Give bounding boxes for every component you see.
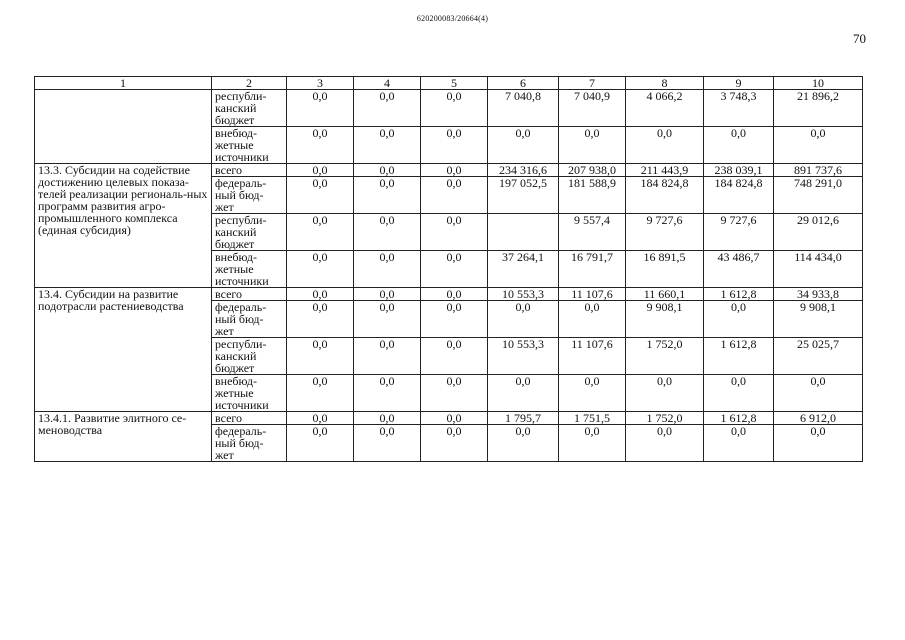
value-cell: 9 908,1 <box>774 301 863 338</box>
funding-source: всего <box>212 288 287 301</box>
value-cell: 0,0 <box>421 288 488 301</box>
value-cell: 16 891,5 <box>626 251 704 288</box>
column-header-6: 6 <box>488 77 559 90</box>
value-cell: 0,0 <box>354 164 421 177</box>
value-cell: 3 748,3 <box>704 90 774 127</box>
value-cell: 0,0 <box>626 425 704 462</box>
value-cell: 11 107,6 <box>559 338 626 375</box>
funding-source: всего <box>212 164 287 177</box>
value-cell: 0,0 <box>421 177 488 214</box>
column-header-4: 4 <box>354 77 421 90</box>
section-title: 13.4.1. Развитие элитного се-меноводства <box>35 412 212 462</box>
value-cell: 0,0 <box>287 412 354 425</box>
value-cell: 0,0 <box>559 127 626 164</box>
value-cell: 238 039,1 <box>704 164 774 177</box>
value-cell: 0,0 <box>287 90 354 127</box>
value-cell: 0,0 <box>421 375 488 412</box>
value-cell: 9 727,6 <box>626 214 704 251</box>
value-cell: 0,0 <box>354 288 421 301</box>
budget-table <box>34 76 863 462</box>
value-cell: 0,0 <box>287 164 354 177</box>
column-header-1: 1 <box>35 77 212 90</box>
value-cell: 0,0 <box>488 127 559 164</box>
funding-source: внебюд- жетные источники <box>212 375 287 412</box>
value-cell <box>488 214 559 251</box>
funding-source: внебюд- жетные источники <box>212 127 287 164</box>
funding-source: федераль- ный бюд- жет <box>212 177 287 214</box>
value-cell: 0,0 <box>559 425 626 462</box>
value-cell: 0,0 <box>774 425 863 462</box>
value-cell: 9 908,1 <box>626 301 704 338</box>
section-title: 13.4. Субсидии на развитие подотрасли растениеводства <box>35 288 212 412</box>
value-cell: 0,0 <box>354 177 421 214</box>
value-cell: 184 824,8 <box>626 177 704 214</box>
value-cell: 0,0 <box>774 375 863 412</box>
value-cell: 0,0 <box>354 375 421 412</box>
value-cell: 114 434,0 <box>774 251 863 288</box>
section-title: 13.3. Субсидии на содействие достижению целевых показа-телей реализации региональ-ных программ развития агро-промышленного комплекса (единая субсидия) <box>35 164 212 288</box>
value-cell: 0,0 <box>354 425 421 462</box>
table-body <box>35 77 863 462</box>
value-cell: 7 040,8 <box>488 90 559 127</box>
value-cell: 184 824,8 <box>704 177 774 214</box>
value-cell: 6 912,0 <box>774 412 863 425</box>
value-cell: 0,0 <box>354 338 421 375</box>
column-header-5: 5 <box>421 77 488 90</box>
value-cell: 0,0 <box>354 90 421 127</box>
value-cell: 0,0 <box>421 338 488 375</box>
value-cell: 0,0 <box>559 301 626 338</box>
value-cell: 0,0 <box>287 425 354 462</box>
value-cell: 1 612,8 <box>704 288 774 301</box>
value-cell: 0,0 <box>704 127 774 164</box>
column-header-3: 3 <box>287 77 354 90</box>
funding-source: всего <box>212 412 287 425</box>
value-cell: 0,0 <box>287 177 354 214</box>
value-cell: 0,0 <box>626 127 704 164</box>
value-cell: 0,0 <box>354 251 421 288</box>
value-cell: 181 588,9 <box>559 177 626 214</box>
value-cell: 0,0 <box>704 375 774 412</box>
value-cell: 0,0 <box>421 127 488 164</box>
value-cell: 748 291,0 <box>774 177 863 214</box>
value-cell: 0,0 <box>626 375 704 412</box>
value-cell: 0,0 <box>287 127 354 164</box>
value-cell: 1 612,8 <box>704 412 774 425</box>
value-cell: 0,0 <box>354 127 421 164</box>
table-row <box>35 412 863 425</box>
column-header-8: 8 <box>626 77 704 90</box>
column-header-10: 10 <box>774 77 863 90</box>
value-cell: 0,0 <box>354 301 421 338</box>
value-cell: 9 557,4 <box>559 214 626 251</box>
value-cell: 0,0 <box>287 288 354 301</box>
value-cell: 0,0 <box>421 90 488 127</box>
value-cell: 0,0 <box>354 412 421 425</box>
value-cell: 4 066,2 <box>626 90 704 127</box>
column-header-7: 7 <box>559 77 626 90</box>
value-cell: 21 896,2 <box>774 90 863 127</box>
value-cell: 0,0 <box>287 301 354 338</box>
value-cell: 0,0 <box>774 127 863 164</box>
table-row <box>35 90 863 127</box>
value-cell: 0,0 <box>559 375 626 412</box>
value-cell: 25 025,7 <box>774 338 863 375</box>
value-cell: 0,0 <box>488 375 559 412</box>
document-id: 620200083/20664(4) <box>416 14 489 23</box>
value-cell: 211 443,9 <box>626 164 704 177</box>
value-cell: 1 751,5 <box>559 412 626 425</box>
column-header-9: 9 <box>704 77 774 90</box>
value-cell: 29 012,6 <box>774 214 863 251</box>
value-cell: 10 553,3 <box>488 288 559 301</box>
value-cell: 0,0 <box>421 251 488 288</box>
table-row <box>35 288 863 301</box>
funding-source: федераль- ный бюд- жет <box>212 301 287 338</box>
table-row <box>35 164 863 177</box>
page-number: 70 <box>853 31 866 46</box>
value-cell: 1 612,8 <box>704 338 774 375</box>
section-title <box>35 90 212 164</box>
value-cell: 37 264,1 <box>488 251 559 288</box>
funding-source: республи- канский бюджет <box>212 90 287 127</box>
value-cell: 0,0 <box>287 214 354 251</box>
funding-source: республи- канский бюджет <box>212 214 287 251</box>
value-cell: 891 737,6 <box>774 164 863 177</box>
value-cell: 0,0 <box>488 425 559 462</box>
value-cell: 0,0 <box>421 425 488 462</box>
value-cell: 0,0 <box>704 425 774 462</box>
funding-source: федераль- ный бюд- жет <box>212 425 287 462</box>
value-cell: 0,0 <box>421 301 488 338</box>
value-cell: 0,0 <box>287 338 354 375</box>
value-cell: 11 107,6 <box>559 288 626 301</box>
value-cell: 1 752,0 <box>626 338 704 375</box>
column-header-2: 2 <box>212 77 287 90</box>
value-cell: 34 933,8 <box>774 288 863 301</box>
value-cell: 0,0 <box>354 214 421 251</box>
value-cell: 234 316,6 <box>488 164 559 177</box>
header-row <box>35 77 863 90</box>
value-cell: 10 553,3 <box>488 338 559 375</box>
value-cell: 43 486,7 <box>704 251 774 288</box>
value-cell: 0,0 <box>704 301 774 338</box>
value-cell: 0,0 <box>421 164 488 177</box>
funding-source: внебюд- жетные источники <box>212 251 287 288</box>
value-cell: 16 791,7 <box>559 251 626 288</box>
funding-source: республи- канский бюджет <box>212 338 287 375</box>
value-cell: 0,0 <box>287 375 354 412</box>
value-cell: 0,0 <box>421 412 488 425</box>
value-cell: 1 795,7 <box>488 412 559 425</box>
value-cell: 11 660,1 <box>626 288 704 301</box>
value-cell: 0,0 <box>421 214 488 251</box>
value-cell: 0,0 <box>488 301 559 338</box>
value-cell: 197 052,5 <box>488 177 559 214</box>
value-cell: 0,0 <box>287 251 354 288</box>
value-cell: 7 040,9 <box>559 90 626 127</box>
value-cell: 9 727,6 <box>704 214 774 251</box>
value-cell: 207 938,0 <box>559 164 626 177</box>
value-cell: 1 752,0 <box>626 412 704 425</box>
